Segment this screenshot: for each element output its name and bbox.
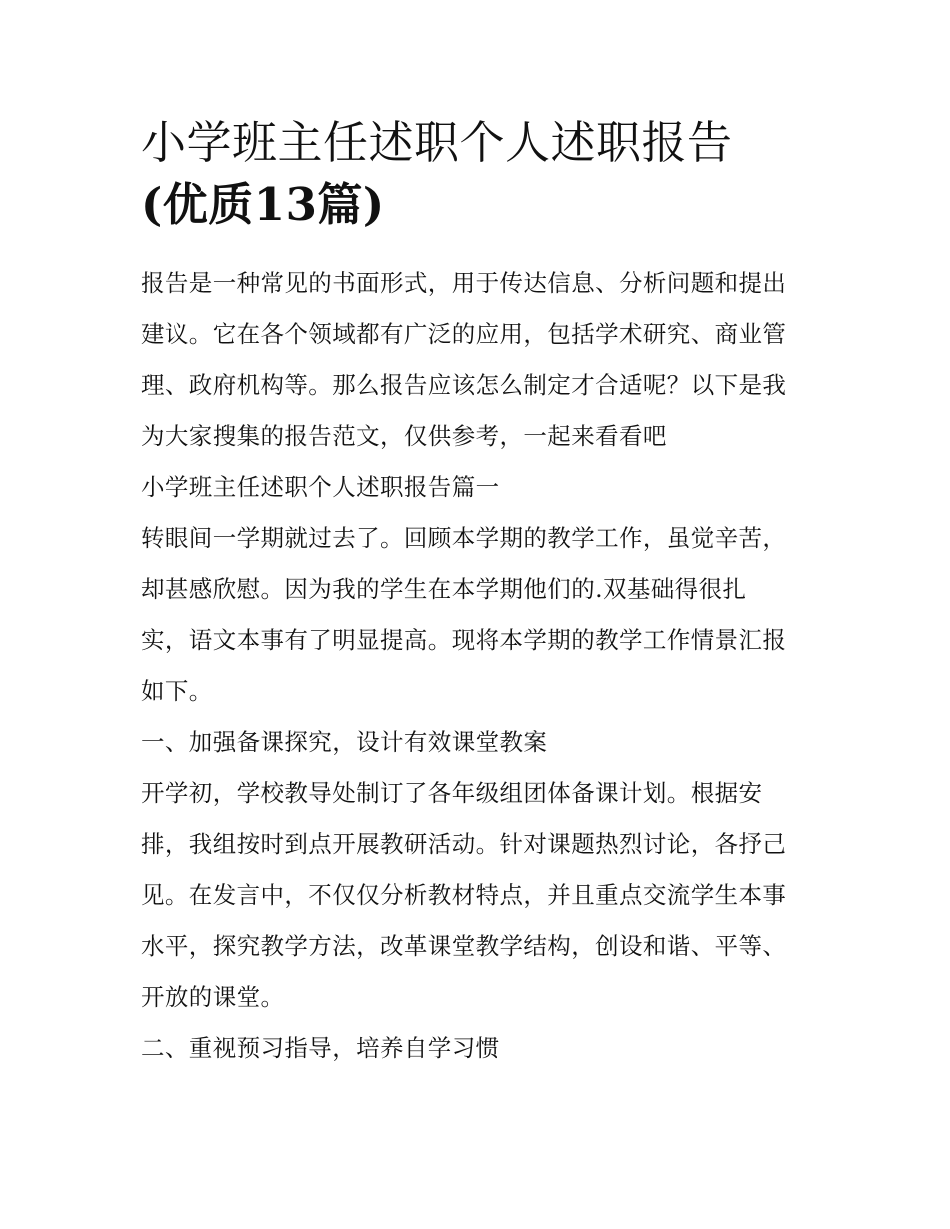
text-line: 转眼间一学期就过去了。回顾本学期的教学工作，虽觉辛苦， [141,524,787,552]
text-line: 开学初，学校教导处制订了各年级组团体备课计划。根据安 [141,779,763,807]
subheading [141,1023,821,1074]
document-title [141,112,821,236]
text-line: 却甚感欣慰。因为我的学生在本学期他们的.双基础得很扎 [141,575,747,603]
body-paragraph [141,513,821,717]
text-line: 报告是一种常见的书面形式，用于传达信息、分析问题和提出 [141,269,787,297]
subheading [141,717,821,768]
text-line: 小学班主任述职个人述职报告篇一 [141,473,500,501]
title-line-1: 小学班主任述职个人述职报告 [141,116,733,169]
document-page [141,112,821,1074]
intro-paragraph [141,258,821,462]
text-line: 排，我组按时到点开展教研活动。针对课题热烈讨论，各抒己 [141,830,787,858]
text-line: 见。在发言中，不仅仅分析教材特点，并且重点交流学生本事 [141,881,787,909]
text-line: 理、政府机构等。那么报告应该怎么制定才合适呢？以下是我 [141,371,787,399]
text-line: 建议。它在各个领域都有广泛的应用，包括学术研究、商业管 [141,320,787,348]
body-paragraph [141,768,821,1023]
title-line-2: (优质13篇) [141,178,385,231]
text-line: 开放的课堂。 [141,983,285,1011]
text-line: 为大家搜集的报告范文，仅供参考，一起来看看吧 [141,422,667,450]
text-line: 二、重视预习指导，培养自学习惯 [141,1034,500,1062]
text-line: 水平，探究教学方法，改革课堂教学结构，创设和谐、平等、 [141,932,787,960]
text-line: 一、加强备课探究，设计有效课堂教案 [141,728,548,756]
text-line: 如下。 [141,677,213,705]
section-heading [141,462,821,513]
text-line: 实，语文本事有了明显提高。现将本学期的教学工作情景汇报 [141,626,787,654]
document-body [141,258,821,1074]
